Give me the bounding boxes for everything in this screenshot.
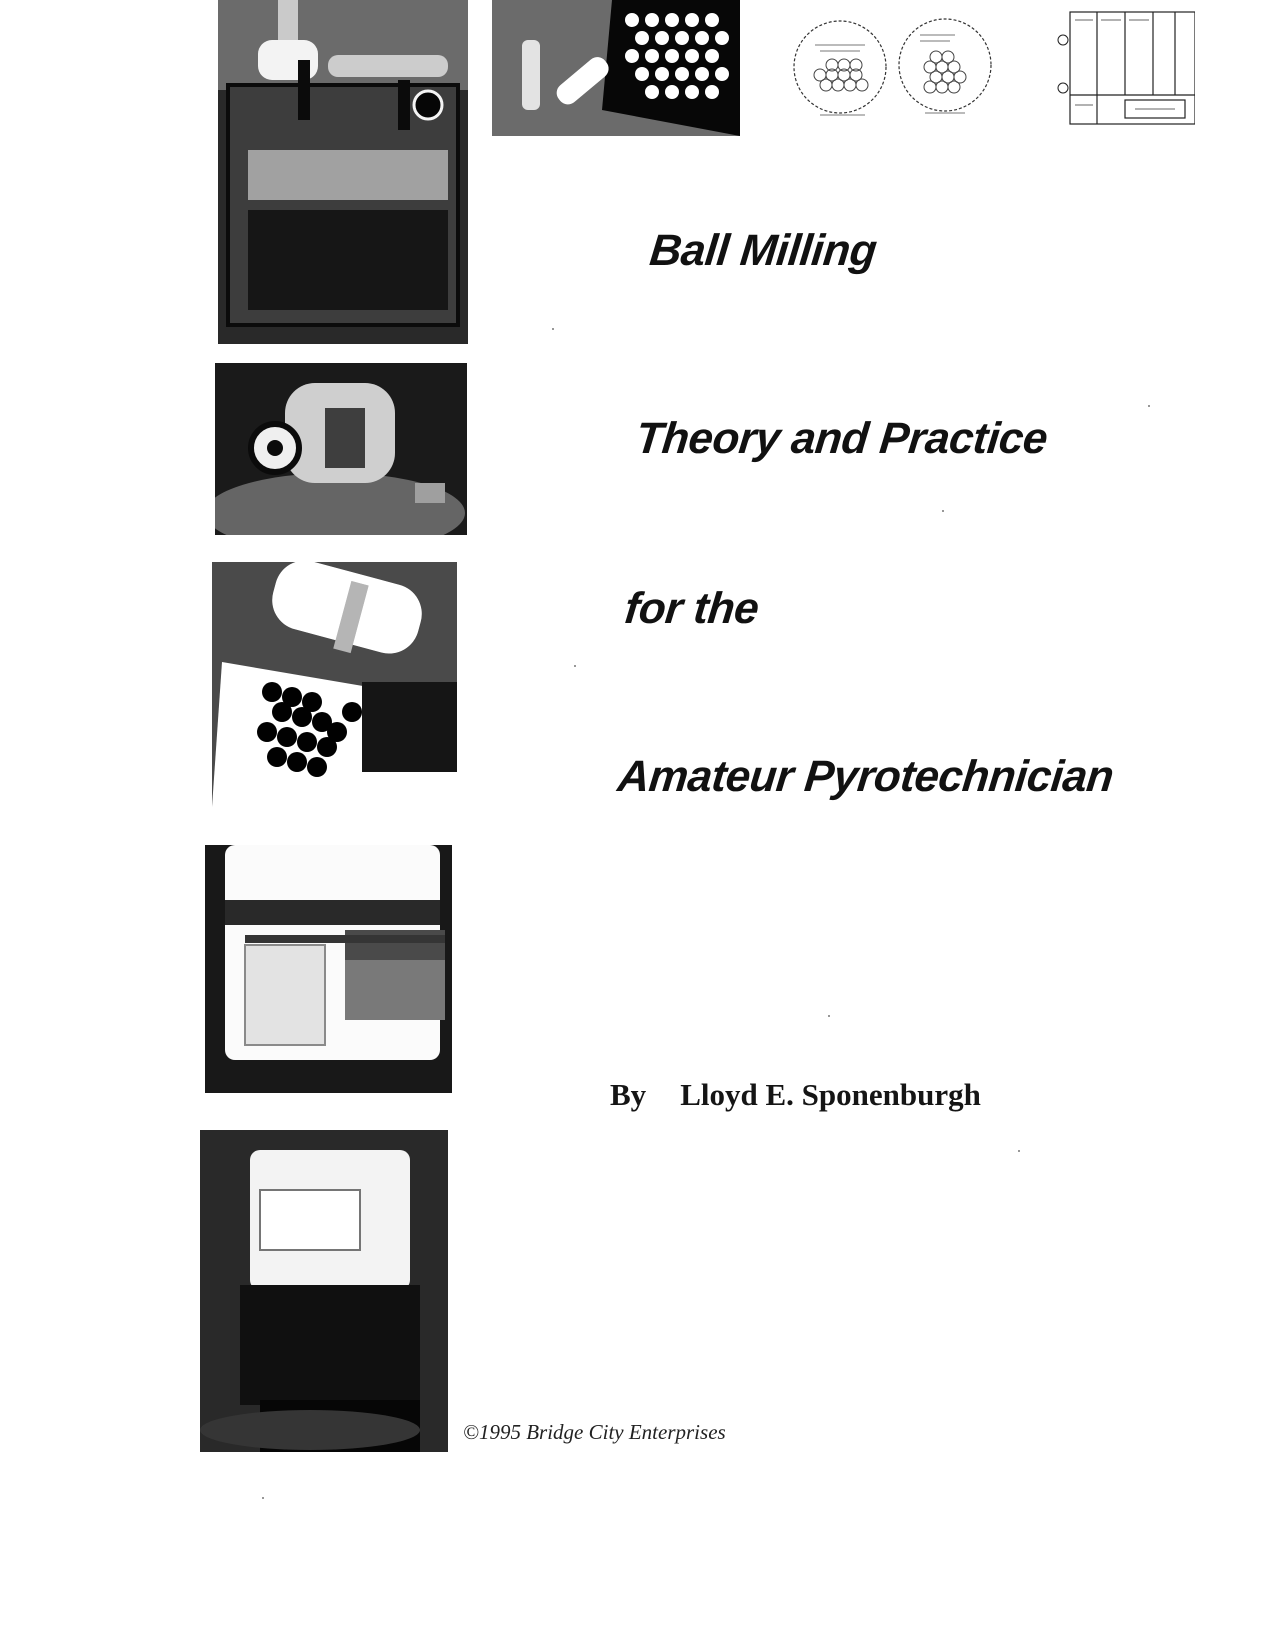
byline [610,1077,981,1113]
layout-diagram-icon [1055,10,1195,130]
layout-diagram-figure [1055,10,1195,130]
author-name: Lloyd E. Sponenburgh [680,1077,981,1112]
motor-photo [215,363,467,535]
byline-prefix: By [610,1077,647,1112]
ball-mill-machine-photo [218,0,468,344]
mill-diagram-figure [790,5,1000,123]
scan-speck [574,665,576,667]
scan-speck [262,1497,264,1499]
sheetrock-bucket-photo [205,845,452,1093]
bucket-icon [205,845,452,1093]
motor-icon [215,363,467,535]
scan-speck [828,1015,830,1017]
scan-speck [942,510,944,512]
scan-speck [1148,405,1150,407]
mill-diagram-icon [790,5,1000,123]
scan-speck [552,328,554,330]
ball-mill-machine-icon [218,0,468,344]
jar-media-icon [212,562,457,807]
bucket-stack-photo [200,1130,448,1452]
copyright-notice: ©1995 Bridge City Enterprises [463,1420,726,1444]
media-balls-icon [492,0,740,136]
title-line-1: Ball Milling [647,226,879,275]
title-line-4: Amateur Pyrotechnician [615,752,1116,801]
title-line-3: for the [622,584,762,633]
mill-jar-balls-photo [492,0,740,136]
pipe-jar-media-photo [212,562,457,807]
scan-speck [1018,1150,1020,1152]
title-line-2: Theory and Practice [633,414,1050,463]
bucket-stack-icon [200,1130,448,1452]
